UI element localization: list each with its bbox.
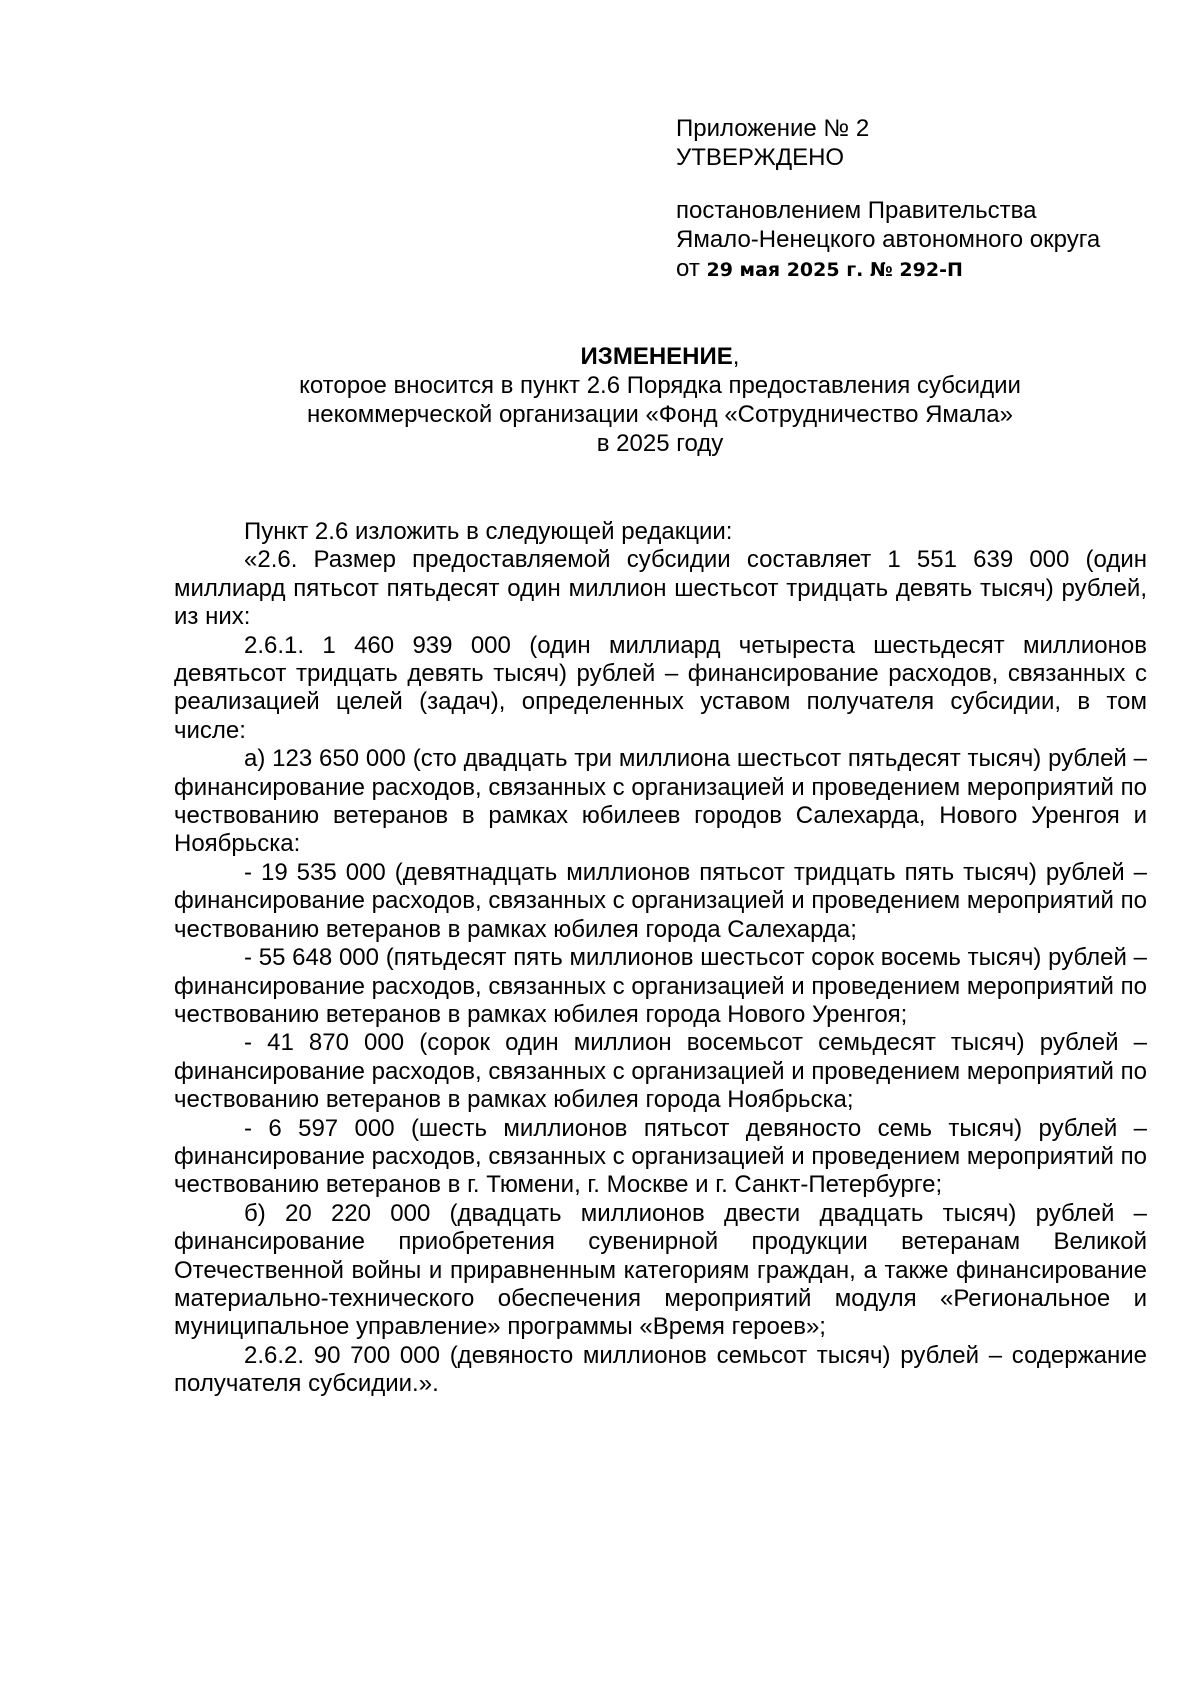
title-heading: ИЗМЕНЕНИЕ	[580, 343, 733, 370]
approved-label: УТВЕРЖДЕНО	[676, 144, 845, 171]
title-line-2: некоммерческой организации «Фонд «Сотрудничество Ямала»	[307, 401, 1013, 428]
paragraph-noyabrsk: - 41 870 000 (сорок один миллион восемьсот семьдесят тысяч) рублей – финансирование расходов, связанных с организацией и проведением мероприятий по чествованию ветеранов в рамках юбилея города Ноябрьска;	[174, 1029, 1147, 1114]
paragraph-2-6-1: 2.6.1. 1 460 939 000 (один миллиард четыреста шестьдесят миллионов девятьсот тридцать девять тысяч) рублей – финансирование расходов, связанных с реализацией целей (задач), определенных уставом получателя субсидии, в том числе:	[174, 631, 1147, 744]
decree-date-number: 29 мая 2025 г. № 292-П	[706, 259, 963, 281]
paragraph-2-6-2: 2.6.2. 90 700 000 (девяносто миллионов семьсот тысяч) рублей – содержание получателя субсидии.».	[174, 1341, 1147, 1398]
paragraph-item-b: б) 20 220 000 (двадцать миллионов двести двадцать тысяч) рублей – финансирование приобретения сувенирной продукции ветеранам Великой Отечественной войны и приравненным категориям граждан, а также финансирование материально-технического обеспечения мероприятий модуля «Региональное и муниципальное управление» программы «Время героев»;	[174, 1199, 1147, 1341]
paragraph-intro: Пункт 2.6 изложить в следующей редакции:	[244, 518, 733, 545]
document-title	[170, 342, 1150, 458]
title-heading-suffix: ,	[732, 343, 740, 370]
appendix-number: Приложение № 2	[676, 115, 870, 142]
paragraph-novy-urengoy: - 55 648 000 (пятьдесят пять миллионов шестьсот сорок восемь тысяч) рублей – финансирование расходов, связанных с организацией и проведением мероприятий по чествованию ветеранов в рамках юбилея города Нового Уренгоя;	[174, 944, 1147, 1028]
approval-gap	[676, 172, 1176, 196]
decree-line-1: постановлением Правительства	[676, 197, 1037, 224]
paragraph-salekhard: - 19 535 000 (девятнадцать миллионов пятьсот тридцать пять тысяч) рублей – финансирование расходов, связанных с организацией и проведением мероприятий по чествованию ветеранов в рамках юбилея города Салехарда;	[174, 858, 1147, 943]
title-heading-line	[170, 342, 1150, 371]
title-line-1: которое вносится в пункт 2.6 Порядка предоставления субсидии	[299, 372, 1021, 399]
decree-date-line	[676, 254, 1176, 285]
paragraph-2-6: «2.6. Размер предоставляемой субсидии составляет 1 551 639 000 (один миллиард пятьсот пятьдесят один миллион шестьсот тридцать девять тысяч) рублей, из них:	[174, 546, 1147, 631]
paragraph-other-cities: - 6 597 000 (шесть миллионов пятьсот девяносто семь тысяч) рублей – финансирование расходов, связанных с организацией и проведением мероприятий по чествованию ветеранов в г. Тюмени, г. Москве и г. Санкт-Петербурге;	[174, 1114, 1147, 1199]
document-body	[174, 518, 1147, 1399]
decree-line-2: Ямало-Ненецкого автономного округа	[676, 226, 1101, 253]
date-prefix: от	[676, 255, 700, 282]
approval-stamp	[676, 114, 1176, 285]
title-line-3: в 2025 году	[596, 430, 724, 457]
paragraph-item-a: а) 123 650 000 (сто двадцать три миллиона шестьсот пятьдесят тысяч) рублей – финансирование расходов, связанных с организацией и проведением мероприятий по чествованию ветеранов в рамках юбилеев городов Салехарда, Нового Уренгоя и Ноябрьска:	[174, 745, 1147, 858]
